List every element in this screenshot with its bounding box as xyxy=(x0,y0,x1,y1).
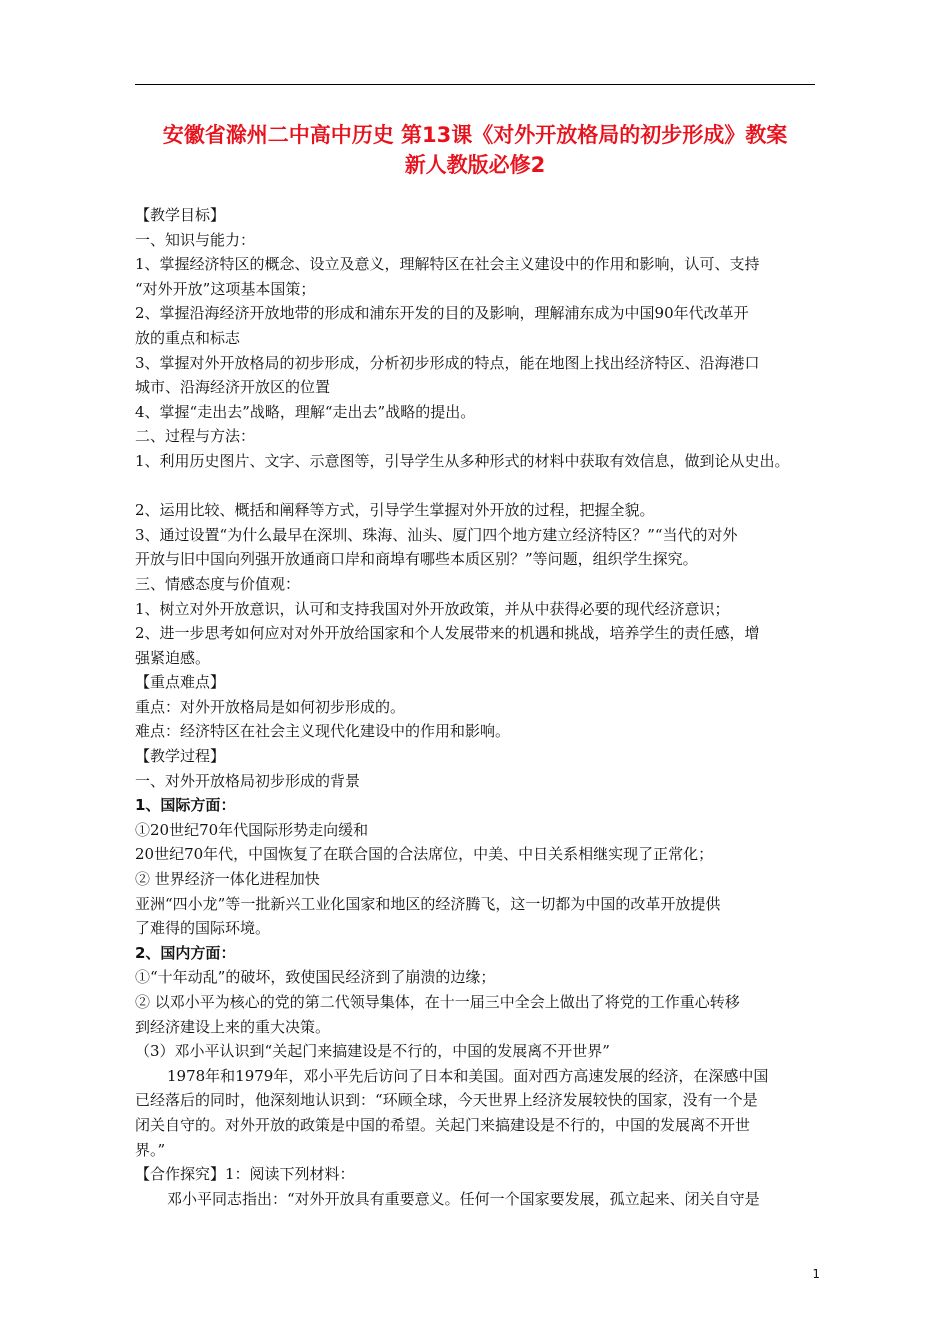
document-body xyxy=(135,203,825,1211)
body-line: ①20世纪70年代国际形势走向缓和 xyxy=(135,820,369,839)
body-line: 2、运用比较、概括和阐释等方式，引导学生掌握对外开放的过程，把握全貌。 xyxy=(135,501,655,520)
body-line: 【合作探究】1：阅读下列材料： xyxy=(135,1165,355,1184)
body-line: 已经落后的同时，他深刻地认识到：“环顾全球，今天世界上经济发展较快的国家，没有一个是 xyxy=(135,1091,758,1110)
body-line: 1、国际方面： xyxy=(135,796,236,815)
title-line-1: 安徽省滁州二中高中历史 第13课《对外开放格局的初步形成》教案 xyxy=(162,123,788,147)
body-line: 了难得的国际环境。 xyxy=(135,919,271,938)
body-line: 城市、沿海经济开放区的位置 xyxy=(135,378,331,397)
body-line xyxy=(135,474,825,499)
document-title xyxy=(120,120,830,180)
body-line: 三、情感态度与价值观： xyxy=(135,574,301,593)
body-line: 1、掌握经济特区的概念、设立及意义，理解特区在社会主义建设中的作用和影响，认可、支持 xyxy=(135,255,760,274)
body-line: 3、通过设置“为什么最早在深圳、珠海、汕头、厦门四个地方建立经济特区？”“当代的对外 xyxy=(135,525,738,544)
header-rule xyxy=(135,84,815,85)
body-line: 1978年和1979年，邓小平先后访问了日本和美国。面对西方高速发展的经济，在深感中国 xyxy=(167,1066,769,1085)
page-number: 1 xyxy=(812,1267,820,1281)
body-line: 【教学目标】 xyxy=(135,206,226,224)
body-line: 1、利用历史图片、文字、示意图等，引导学生从多种形式的材料中获取有效信息，做到论从史出。 xyxy=(135,451,790,470)
body-line: 放的重点和标志 xyxy=(135,328,241,347)
body-line: 二、过程与方法： xyxy=(135,427,256,446)
body-line: 3、掌握对外开放格局的初步形成，分析初步形成的特点，能在地图上找出经济特区、沿海港口 xyxy=(135,353,760,372)
body-line: 开放与旧中国向列强开放通商口岸和商埠有哪些本质区别？”等问题，组织学生探究。 xyxy=(135,550,698,569)
body-line: 2、进一步思考如何应对对外开放给国家和个人发展带来的机遇和挑战，培养学生的责任感，增 xyxy=(135,624,760,643)
body-line: 闭关自守的。对外开放的政策是中国的希望。关起门来搞建设是不行的，中国的发展离不开世 xyxy=(135,1115,751,1134)
body-line: 难点：经济特区在社会主义现代化建设中的作用和影响。 xyxy=(135,722,511,741)
body-line: 强紧迫感。 xyxy=(135,648,211,667)
body-line: ①“十年动乱”的破坏，致使国民经济到了崩溃的边缘； xyxy=(135,968,496,987)
body-line: 界。” xyxy=(135,1140,166,1159)
body-line: “对外开放”这项基本国策； xyxy=(135,279,316,298)
body-line: 邓小平同志指出：“对外开放具有重要意义。任何一个国家要发展，孤立起来、闭关自守是 xyxy=(167,1189,760,1208)
body-line: ② 世界经济一体化进程加快 xyxy=(135,870,320,889)
body-line: 到经济建设上来的重大决策。 xyxy=(135,1017,331,1036)
body-line: 【教学过程】 xyxy=(135,747,226,766)
body-line: 【重点难点】 xyxy=(135,673,226,692)
body-line: 一、对外开放格局初步形成的背景 xyxy=(135,771,361,790)
body-line: 一、知识与能力： xyxy=(135,230,256,249)
body-line: 2、掌握沿海经济开放地带的形成和浦东开发的目的及影响，理解浦东成为中国90年代改革开 xyxy=(135,304,749,323)
title-line-2: 新人教版必修2 xyxy=(404,153,546,177)
body-line: 重点：对外开放格局是如何初步形成的。 xyxy=(135,697,406,716)
body-line: 1、树立对外开放意识，认可和支持我国对外开放政策，并从中获得必要的现代经济意识； xyxy=(135,599,730,618)
body-line: 亚洲“四小龙”等一批新兴工业化国家和地区的经济腾飞，这一切都为中国的改革开放提供 xyxy=(135,894,721,913)
body-line: 2、国内方面： xyxy=(135,943,236,962)
body-line: 4、掌握“走出去”战略，理解“走出去”战略的提出。 xyxy=(135,402,476,421)
body-line: （3）邓小平认识到“关起门来搞建设是不行的，中国的发展离不开世界” xyxy=(135,1042,610,1061)
body-line: 20世纪70年代，中国恢复了在联合国的合法席位，中美、中日关系相继实现了正常化； xyxy=(135,845,714,864)
body-line: ② 以邓小平为核心的党的第二代领导集体，在十一届三中全会上做出了将党的工作重心转移 xyxy=(135,993,740,1011)
